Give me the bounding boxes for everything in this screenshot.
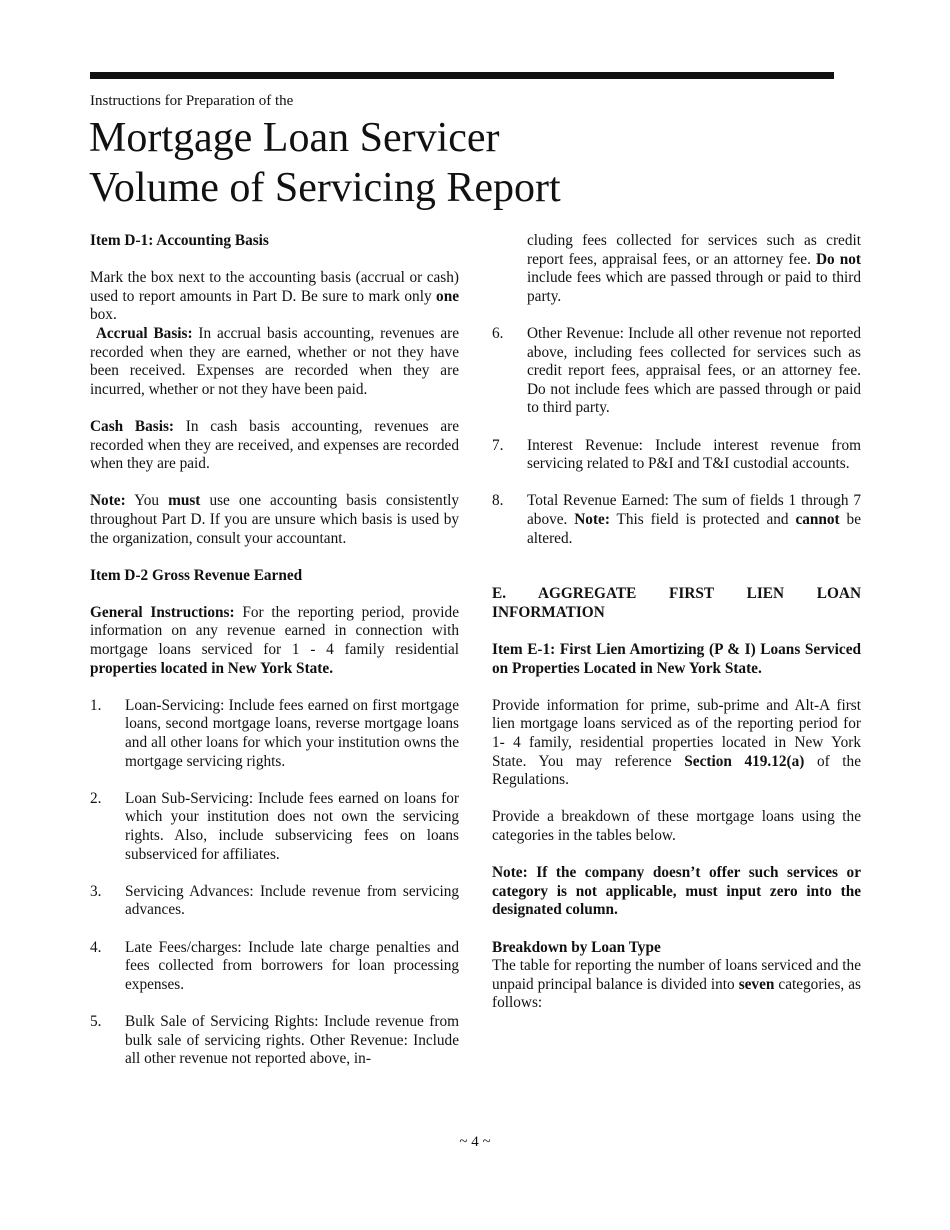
list-item: 2. Loan Sub-Servicing: Include fees earned on loans for which your institution does not own the servicing rights. Also, include subservicing fees on loans subserviced for affiliates. (90, 789, 459, 863)
cash-basis-paragraph: Cash Basis: In cash basis accounting, revenues are recorded when they are received, and expenses are recorded when they are paid. (90, 417, 459, 473)
note-paragraph: Note: You must use one accounting basis consistently throughout Part D. If you are unsure which basis is used by the organization, consult your accountant. (90, 492, 459, 547)
accrual-label: Accrual Basis: (95, 324, 193, 342)
document-title (89, 113, 561, 213)
cash-label: Cash Basis: (90, 417, 175, 435)
revenue-item-list-continued (492, 325, 861, 548)
title-line-2: Volume of Servicing Report (89, 165, 561, 211)
title-line-1: Mortgage Loan Servicer (89, 115, 500, 161)
list-item: 1. Loan-Servicing: Include fees earned on first mortgage loans, second mortgage loans, reverse mortgage loans and all other loans for which your institution owns the mortgage servicing rights. (90, 696, 459, 770)
list-item: 6. Other Revenue: Include all other revenue not reported above, including fees collected for services such as credit report fees, appraisal fees, or an attorney fee. Do not include fees which are passed through or paid to third party. (492, 324, 861, 417)
item-e1-heading: Item E-1: First Lien Amortizing (P & I) Loans Serviced on Properties Located in New York State. (492, 641, 861, 677)
header-rule (90, 72, 834, 79)
page-number: ~ 4 ~ (459, 1134, 491, 1150)
general-instructions-paragraph: General Instructions: For the reporting period, provide information on any revenue earned in connection with mortgage loans serviced for 1 - 4 family residential properties located in New York State. (90, 603, 459, 677)
accrual-basis-paragraph: Accrual Basis: In accrual basis accounting, revenues are recorded when they are earned, whether or not they have been received. Expenses are recorded when they are incurred, whether or not they have been paid. (90, 324, 459, 398)
e1-note: Note: If the company doesn’t offer such services or category is not applicable, must input zero into the designated column. (492, 864, 861, 919)
breakdown-heading: Breakdown by Loan Type (492, 938, 661, 956)
list-item: 8. Total Revenue Earned: The sum of fields 1 through 7 above. Note: This field is protected and cannot be altered. (492, 492, 861, 547)
list-item: 7. Interest Revenue: Include interest revenue from servicing related to P&I and T&I custodial accounts. (492, 436, 861, 473)
left-column (90, 232, 459, 1087)
revenue-item-list (90, 697, 459, 1069)
e1-paragraph: Provide information for prime, sub-prime and Alt-A first lien mortgage loans serviced as of the reporting period for 1- 4 family, residential properties located in New York State. You may reference Section 419.12(a) of the Regulations. (492, 696, 861, 789)
list-item: 4. Late Fees/charges: Include late charge penalties and fees collected from borrowers for loan processing expenses. (90, 938, 459, 993)
right-column (492, 232, 861, 1032)
list-item: 3. Servicing Advances: Include revenue from servicing advances. (90, 882, 459, 919)
e1-breakdown-paragraph: Provide a breakdown of these mortgage loans using the categories in the tables below. (492, 808, 861, 844)
item-d2-heading: Item D-2 Gross Revenue Earned (90, 566, 303, 584)
breakdown-paragraph: The table for reporting the number of loans serviced and the unpaid principal balance is divided into seven categories, as follows: (492, 957, 861, 1012)
pre-title: Instructions for Preparation of the (90, 93, 294, 109)
item-d1-heading: Item D-1: Accounting Basis (90, 232, 269, 249)
list-item: 5. Bulk Sale of Servicing Rights: Include revenue from bulk sale of servicing rights. Other Revenue: Include all other revenue not reported above, in- (90, 1012, 459, 1068)
d1-paragraph: Mark the box next to the accounting basis (accrual or cash) used to report amounts in Part D. Be sure to mark only one box. (90, 269, 459, 324)
section-e-heading: E. AGGREGATE FIRST LIEN LOAN INFORMATION (492, 585, 861, 621)
item-5-continued: cluding fees collected for services such as credit report fees, appraisal fees, or an attorney fee. Do not include fees which are passed through or paid to third party. (527, 232, 861, 305)
